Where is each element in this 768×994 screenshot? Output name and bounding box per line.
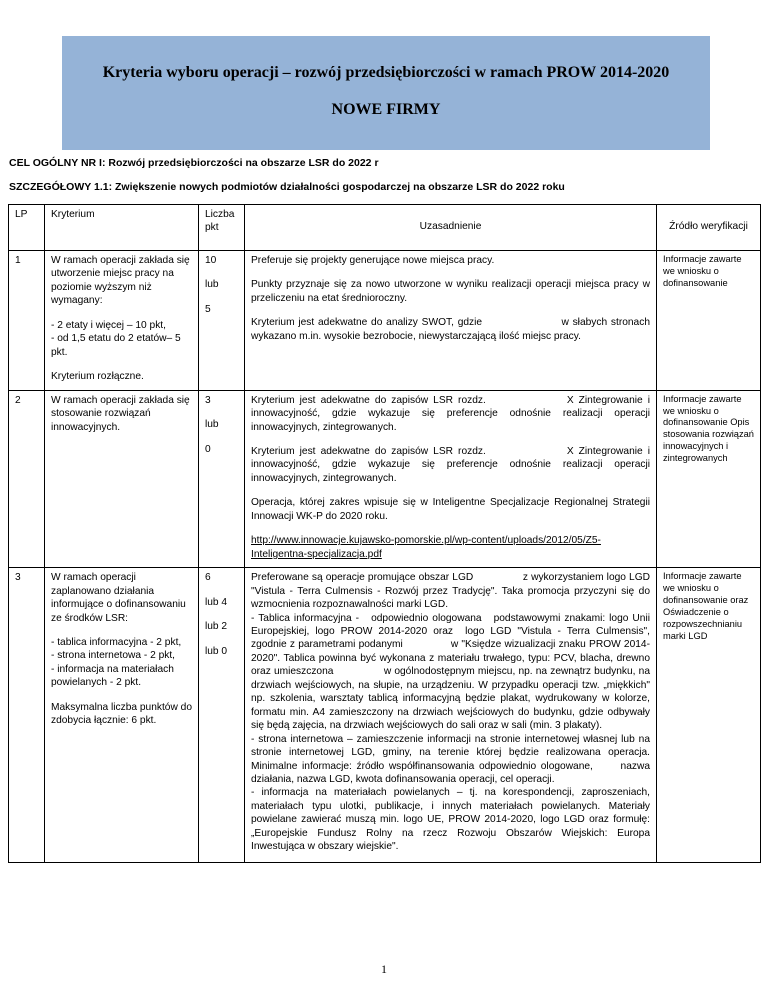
row-criterion	[45, 390, 199, 568]
row-justification	[245, 390, 657, 568]
row-source: Informacje zawarte we wniosku o dofinansowanie Opis stosowania rozwiązań innowacyjnych i zintegrowanych	[657, 390, 761, 568]
points-value: lub	[205, 279, 219, 291]
row-source: Informacje zawarte we wniosku o dofinansowanie	[657, 251, 761, 391]
strategy-link[interactable]: http://www.innowacje.kujawsko-pomorskie.pl/wp-content/uploads/2012/05/Z5-Inteligentna-specjalizacja.pdf	[251, 535, 601, 560]
title-banner	[62, 36, 710, 150]
row-source: Informacje zawarte we wniosku o dofinansowanie oraz Oświadczenie o rozpowszechnianiu marki LGD	[657, 568, 761, 863]
points-value: 0	[205, 443, 211, 455]
table-row	[9, 390, 761, 568]
specific-goal: SZCZEGÓŁOWY 1.1: Zwiększenie nowych podmiotów działalności gospodarczej na obszarze LSR do 2022 roku	[9, 181, 565, 193]
criteria-table	[8, 204, 761, 863]
row-criterion	[45, 251, 199, 391]
row-lp: 3	[9, 568, 45, 863]
header-points: Liczba pkt	[199, 205, 245, 251]
table-row	[9, 568, 761, 863]
header-source: Źródło weryfikacji	[657, 205, 761, 251]
row-justification	[245, 568, 657, 863]
criterion-text: Maksymalna liczba punktów do zdobycia łącznie: 6 pkt.	[51, 701, 192, 727]
header-justification: Uzasadnienie	[245, 205, 657, 251]
document-title: Kryteria wyboru operacji – rozwój przedsiębiorczości w ramach PROW 2014-2020	[102, 64, 670, 81]
document-subtitle: NOWE FIRMY	[331, 101, 441, 118]
justification-text: Punkty przyznaje się za nowo utworzone w wyniku realizacji operacji miejsca pracy w przeliczeniu na etat średnioroczny.	[251, 279, 650, 304]
points-value: 6	[205, 572, 211, 584]
general-goal: CEL OGÓLNY NR I: Rozwój przedsiębiorczości na obszarze LSR do 2022 r	[9, 157, 379, 169]
justification-text: Kryterium jest adekwatne do analizy SWOT, gdzie w słabych stronach wykazano m.in. wysokie bezrobocie, niewystarczającą ilość miejsc pracy.	[251, 317, 653, 342]
points-value: lub	[205, 419, 219, 431]
justification-text: Operacja, której zakres wpisuje się w Inteligentne Specjalizacje Regionalnej Strategii Innowacji WK-P do 2020 roku.	[251, 497, 650, 522]
header-lp: LP	[9, 205, 45, 251]
table-header-row	[9, 205, 761, 251]
points-value: 5	[205, 303, 211, 315]
criterion-text: Kryterium rozłączne.	[51, 371, 144, 383]
justification-text: Preferuje się projekty generujące nowe miejsca pracy.	[251, 255, 495, 266]
criterion-text: - 2 etaty i więcej – 10 pkt, - od 1,5 etatu do 2 etatów– 5 pkt.	[51, 319, 181, 358]
row-lp: 2	[9, 390, 45, 568]
criterion-text: - tablica informacyjna - 2 pkt, - strona internetowa - 2 pkt, - informacja na materiałach powielanych - 2 pkt.	[51, 636, 182, 689]
points-value: lub 4	[205, 596, 228, 608]
points-value: lub 0	[205, 645, 228, 657]
page-number: 1	[381, 962, 387, 976]
table-row	[9, 251, 761, 391]
justification-text: Preferowane są operacje promujące obszar LGD z wykorzystaniem logo LGD "Vistula - Terra Culmensis - Rozwój przez Tradycję". Taka promocja przyczyni się do wzmocnienia rozpoznawalności marki LGD. - Tablica informacyjna - odpowiednio ologowana podstawowymi znakami: logo Unii Europejskiej, logo PROW 2014-2020 oraz logo LGD "Vistula - Terra Culmensis", zgodnie z parametrami podanymi w "Księdze wizualizacji znaku PROW 2014-2020". Tablica powinna być wykonana z materiału trwałego, typu: PCV, blacha, drewno oraz umieszczona w ogólnodostępnym miejscu, np. na zewnątrz budynku, na drzwiach wejściowych, na słupie, na urządzeniu. W przypadku operacji tzw. „miękkich" np. szkolenia, warsztaty tablicą informacyjną będzie plakat, wydrukowany w kolorze, formatu min. A4 zamieszczony na drzwiach wejściowych do budynku, gdzie odbywały się będą zajęcia, na drzwiach wejściowych do sali oraz w sali (min. 3 plakaty). - strona internetowa – zamieszczenie informacji na stronie internetowej własnej lub na stronie internetowej LGD, gminy, na terenie której będzie realizowana operacja. Minimalne informacje: źródło współfinansowania odpowiednio ologowane, nazwa działania, nazwa LGD, kwota dofinansowania operacji, cel operacji. - informacja na materiałach powielanych – tj. na korespondencji, zaproszeniach, materiałach typu ulotki, publikacje, i innych materiałach powielanych. Materiały powielane zawierać muszą min. logo UE, PROW 2014-2020, logo LGD oraz formułę: „Europejskie Fundusz Rolny na rzecz Rozwoju Obszarów Wiejskich: Europa Inwestująca w obszary wiejskie".	[251, 572, 650, 853]
header-criterion: Kryterium	[45, 205, 199, 251]
points-value: 3	[205, 394, 211, 406]
row-criterion	[45, 568, 199, 863]
justification-text: Kryterium jest adekwatne do zapisów LSR rozdz. X Zintegrowanie i innowacyjność, gdzie wykazuje się preferencje odnośnie realizacji operacji innowacyjnych, zintegrowanych.	[251, 394, 653, 433]
criterion-text: W ramach operacji zakłada się stosowanie rozwiązań innowacyjnych.	[51, 394, 190, 433]
row-points	[199, 390, 245, 568]
points-value: 10	[205, 255, 217, 266]
justification-text: Kryterium jest adekwatne do zapisów LSR rozdz. X Zintegrowanie i innowacyjność, gdzie wykazuje się preferencje odnośnie realizacji operacji innowacyjnych, zintegrowanych.	[251, 445, 653, 484]
row-points	[199, 568, 245, 863]
row-lp: 1	[9, 251, 45, 391]
row-points	[199, 251, 245, 391]
row-justification	[245, 251, 657, 391]
criterion-text: W ramach operacji zaplanowano działania informujące o dofinansowaniu ze środków LSR:	[51, 572, 186, 624]
criterion-text: W ramach operacji zakłada się utworzenie miejsc pracy na poziomie wyższym niż wymagany:	[51, 255, 190, 307]
points-value: lub 2	[205, 621, 228, 633]
